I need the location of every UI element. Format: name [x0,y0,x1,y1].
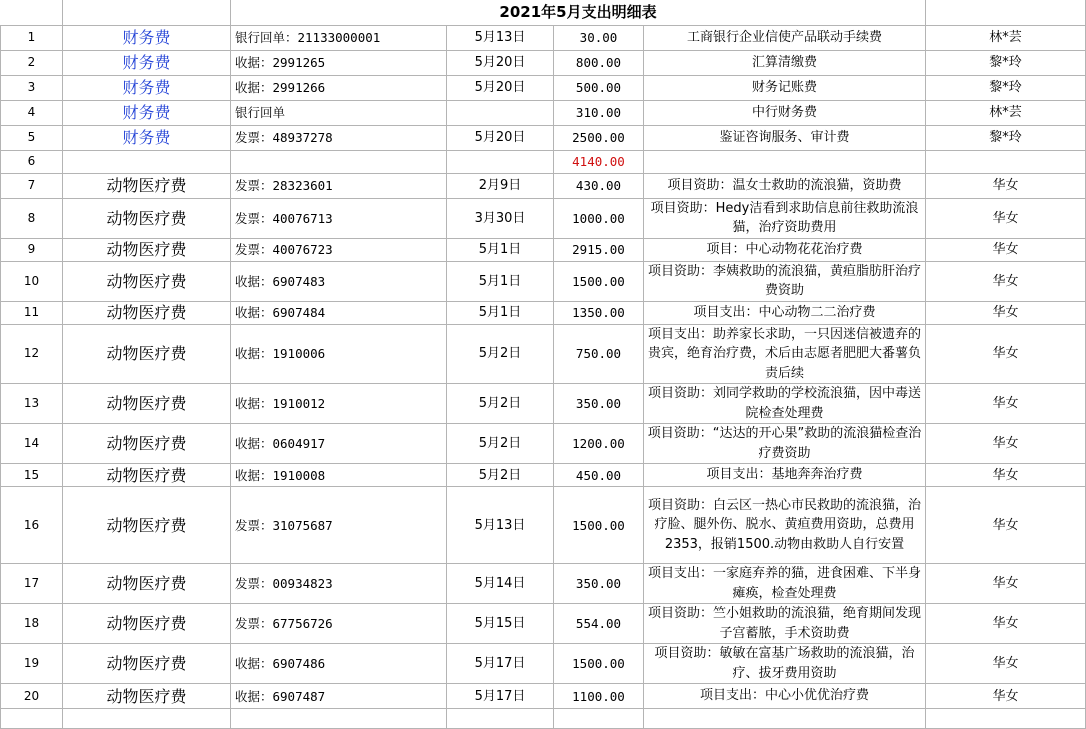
date-cell[interactable]: 5月13日 [447,487,554,564]
row-number[interactable]: 18 [1,604,63,644]
voucher-cell[interactable]: 收据：0604917 [231,424,447,464]
category-cell[interactable]: 财务费 [63,75,231,100]
description-cell[interactable]: 项目资助：刘同学救助的学校流浪猫，因中毒送院检查处理费 [644,384,926,424]
category-cell[interactable]: 动物医疗费 [63,564,231,604]
date-cell[interactable]: 5月13日 [447,25,554,50]
amount-cell[interactable]: 1350.00 [554,301,644,324]
row-number[interactable]: 11 [1,301,63,324]
table-row [1,173,1086,198]
category-cell[interactable]: 动物医疗费 [63,464,231,487]
voucher-cell[interactable]: 收据：2991266 [231,75,447,100]
empty-cell[interactable] [926,709,1086,729]
description-cell[interactable]: 项目资助：温女士救助的流浪猫，资助费 [644,173,926,198]
amount-cell[interactable]: 310.00 [554,100,644,125]
voucher-cell[interactable]: 发票：31075687 [231,487,447,564]
payee-cell[interactable]: 林*芸 [926,100,1086,125]
amount-cell[interactable]: 1500.00 [554,644,644,684]
title-row [1,0,1086,25]
description-cell[interactable]: 项目支出：中心小优优治疗费 [644,684,926,709]
date-cell[interactable] [447,150,554,173]
description-cell[interactable]: 项目资助：白云区一热心市民救助的流浪猫，治疗脸、腿外伤、脱水、黄疸费用资助，总费用2353，报销1500.动物由救助人自行安置 [644,487,926,564]
amount-cell[interactable]: 1100.00 [554,684,644,709]
voucher-cell[interactable]: 收据：2991265 [231,50,447,75]
description-cell[interactable]: 项目支出：中心动物二二治疗费 [644,301,926,324]
table-row [1,424,1086,464]
amount-cell[interactable]: 1200.00 [554,424,644,464]
date-cell[interactable]: 5月2日 [447,424,554,464]
payee-cell[interactable]: 华女 [926,261,1086,301]
row-number[interactable]: 12 [1,324,63,384]
category-cell[interactable]: 财务费 [63,100,231,125]
table-row [1,150,1086,173]
row-number[interactable]: 2 [1,50,63,75]
amount-cell[interactable]: 350.00 [554,564,644,604]
date-cell[interactable]: 5月17日 [447,684,554,709]
category-cell[interactable]: 动物医疗费 [63,301,231,324]
payee-cell[interactable]: 华女 [926,301,1086,324]
description-cell[interactable] [644,150,926,173]
payee-cell[interactable]: 黎*玲 [926,75,1086,100]
amount-cell[interactable]: 1000.00 [554,198,644,238]
row-number[interactable]: 1 [1,25,63,50]
date-cell[interactable]: 5月1日 [447,238,554,261]
row-number[interactable]: 7 [1,173,63,198]
empty-cell[interactable] [231,709,447,729]
voucher-cell[interactable]: 发票：67756726 [231,604,447,644]
title-blank-cell[interactable] [1,0,63,25]
description-cell[interactable]: 项目资助：李姨救助的流浪猫，黄疸脂肪肝治疗费资助 [644,261,926,301]
table-row [1,301,1086,324]
table-row [1,261,1086,301]
row-number[interactable]: 10 [1,261,63,301]
description-cell[interactable]: 工商银行企业信使产品联动手续费 [644,25,926,50]
amount-cell[interactable]: 2915.00 [554,238,644,261]
voucher-cell[interactable]: 收据：6907484 [231,301,447,324]
payee-cell[interactable]: 华女 [926,173,1086,198]
row-number[interactable]: 5 [1,125,63,150]
empty-cell[interactable] [1,709,63,729]
sheet-title[interactable]: 2021年5月支出明细表 [231,0,926,25]
date-cell[interactable]: 2月9日 [447,173,554,198]
voucher-cell[interactable]: 收据：6907486 [231,644,447,684]
table-row [1,75,1086,100]
payee-cell[interactable]: 黎*玲 [926,50,1086,75]
category-cell[interactable]: 动物医疗费 [63,261,231,301]
voucher-cell[interactable]: 发票：48937278 [231,125,447,150]
description-cell[interactable]: 项目资助：竺小姐救助的流浪猫，绝育期间发现子宫蓄脓，手术资助费 [644,604,926,644]
date-cell[interactable]: 5月20日 [447,50,554,75]
category-cell[interactable]: 动物医疗费 [63,604,231,644]
payee-cell[interactable]: 华女 [926,198,1086,238]
amount-cell[interactable]: 500.00 [554,75,644,100]
row-number[interactable]: 14 [1,424,63,464]
voucher-cell[interactable] [231,150,447,173]
description-cell[interactable]: 项目：中心动物花花治疗费 [644,238,926,261]
row-number[interactable]: 13 [1,384,63,424]
category-cell[interactable]: 动物医疗费 [63,424,231,464]
date-cell[interactable]: 5月2日 [447,464,554,487]
table-row-partial [1,709,1086,729]
voucher-cell[interactable]: 收据：6907487 [231,684,447,709]
date-cell[interactable]: 5月1日 [447,261,554,301]
category-cell[interactable]: 动物医疗费 [63,173,231,198]
row-number[interactable]: 16 [1,487,63,564]
row-number[interactable]: 6 [1,150,63,173]
empty-cell[interactable] [554,709,644,729]
date-cell[interactable]: 5月2日 [447,324,554,384]
table-row [1,238,1086,261]
amount-cell[interactable]: 1500.00 [554,261,644,301]
date-cell[interactable]: 5月17日 [447,644,554,684]
description-cell[interactable]: 项目资助：敏敏在富基广场救助的流浪猫，治疗、拔牙费用资助 [644,644,926,684]
amount-cell[interactable]: 350.00 [554,384,644,424]
table-row [1,487,1086,564]
amount-cell[interactable]: 450.00 [554,464,644,487]
voucher-cell[interactable]: 收据：1910008 [231,464,447,487]
description-cell[interactable]: 中行财务费 [644,100,926,125]
table-row [1,684,1086,709]
empty-cell[interactable] [63,709,231,729]
table-row [1,464,1086,487]
payee-cell[interactable]: 华女 [926,604,1086,644]
payee-cell[interactable] [926,150,1086,173]
payee-cell[interactable]: 华女 [926,684,1086,709]
category-cell[interactable]: 动物医疗费 [63,487,231,564]
category-cell[interactable]: 动物医疗费 [63,198,231,238]
amount-cell[interactable]: 800.00 [554,50,644,75]
payee-cell[interactable]: 华女 [926,644,1086,684]
row-number[interactable]: 8 [1,198,63,238]
description-cell[interactable]: 项目资助：Hedy洁看到求助信息前往救助流浪猫，治疗资助费用 [644,198,926,238]
description-cell[interactable]: 项目支出：基地奔奔治疗费 [644,464,926,487]
voucher-cell[interactable]: 收据：1910012 [231,384,447,424]
date-cell[interactable]: 5月20日 [447,75,554,100]
table-row [1,25,1086,50]
category-cell[interactable]: 动物医疗费 [63,684,231,709]
empty-cell[interactable] [447,709,554,729]
payee-cell[interactable]: 华女 [926,424,1086,464]
payee-cell[interactable]: 黎*玲 [926,125,1086,150]
row-number[interactable]: 3 [1,75,63,100]
description-cell[interactable]: 项目支出：一家庭弃养的猫，进食困难、下半身瘫痪，检查处理费 [644,564,926,604]
amount-cell[interactable]: 4140.00 [554,150,644,173]
empty-cell[interactable] [644,709,926,729]
table-row [1,125,1086,150]
row-number[interactable]: 4 [1,100,63,125]
voucher-cell[interactable]: 发票：40076713 [231,198,447,238]
description-cell[interactable]: 项目支出：助养家长求助，一只因迷信被遗弃的贵宾，绝育治疗费，术后由志愿者肥肥大番薯负责后续 [644,324,926,384]
amount-cell[interactable]: 1500.00 [554,487,644,564]
row-number[interactable]: 9 [1,238,63,261]
date-cell[interactable]: 3月30日 [447,198,554,238]
table-row [1,564,1086,604]
voucher-cell[interactable]: 收据：1910006 [231,324,447,384]
table-row [1,644,1086,684]
category-cell[interactable]: 动物医疗费 [63,238,231,261]
category-cell[interactable]: 动物医疗费 [63,644,231,684]
date-cell[interactable] [447,100,554,125]
category-cell[interactable] [63,150,231,173]
table-row [1,198,1086,238]
voucher-cell[interactable]: 发票：00934823 [231,564,447,604]
voucher-cell[interactable]: 发票：40076723 [231,238,447,261]
category-cell[interactable]: 财务费 [63,50,231,75]
table-row [1,50,1086,75]
date-cell[interactable]: 5月15日 [447,604,554,644]
table-row [1,324,1086,384]
description-cell[interactable]: 财务记账费 [644,75,926,100]
category-cell[interactable]: 动物医疗费 [63,324,231,384]
payee-cell[interactable]: 华女 [926,464,1086,487]
voucher-cell[interactable]: 银行回单 [231,100,447,125]
row-number[interactable]: 15 [1,464,63,487]
voucher-cell[interactable]: 银行回单：21133000001 [231,25,447,50]
date-cell[interactable]: 5月14日 [447,564,554,604]
description-cell[interactable]: 项目资助：“达达的开心果”救助的流浪猫检查治疗费资助 [644,424,926,464]
payee-cell[interactable]: 华女 [926,324,1086,384]
category-cell[interactable]: 动物医疗费 [63,384,231,424]
table-row [1,604,1086,644]
amount-cell[interactable]: 750.00 [554,324,644,384]
date-cell[interactable]: 5月1日 [447,301,554,324]
payee-cell[interactable]: 华女 [926,238,1086,261]
amount-cell[interactable]: 554.00 [554,604,644,644]
row-number[interactable]: 17 [1,564,63,604]
title-blank-cell[interactable] [926,0,1086,25]
payee-cell[interactable]: 华女 [926,564,1086,604]
amount-cell[interactable]: 2500.00 [554,125,644,150]
category-cell[interactable]: 财务费 [63,25,231,50]
payee-cell[interactable]: 华女 [926,487,1086,564]
table-row [1,384,1086,424]
description-cell[interactable]: 汇算清缴费 [644,50,926,75]
row-number[interactable]: 19 [1,644,63,684]
date-cell[interactable]: 5月20日 [447,125,554,150]
payee-cell[interactable]: 林*芸 [926,25,1086,50]
row-number[interactable]: 20 [1,684,63,709]
voucher-cell[interactable]: 发票：28323601 [231,173,447,198]
amount-cell[interactable]: 30.00 [554,25,644,50]
title-blank-cell[interactable] [63,0,231,25]
payee-cell[interactable]: 华女 [926,384,1086,424]
date-cell[interactable]: 5月2日 [447,384,554,424]
table-row [1,100,1086,125]
category-cell[interactable]: 财务费 [63,125,231,150]
description-cell[interactable]: 鉴证咨询服务、审计费 [644,125,926,150]
voucher-cell[interactable]: 收据：6907483 [231,261,447,301]
amount-cell[interactable]: 430.00 [554,173,644,198]
